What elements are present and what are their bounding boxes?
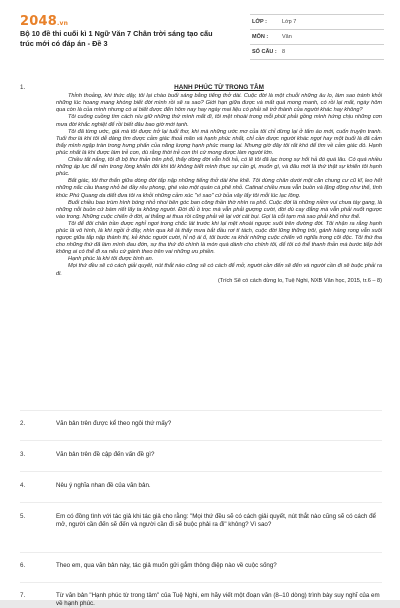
passage-paragraph: Chiều tất nắng, tôi đi bộ thư thản trên phố, thấy dòng đời vẫn hối hả, có lẽ tôi đã lạc trong sự hối hả đó quá lâu. Có quá nhiều những áp lực để nén trong lòng khiến đôi khi tôi không biết mình thực sự cần gì, muốn gì, và đâu mới là thứ thật sự khiến tôi hạnh phúc. xyxy=(56,157,382,178)
question-text: Từ văn bản "Hạnh phúc từ trong tâm" của Tuệ Nghi, em hãy viết một đoạn văn (8–10 dòng) trình bày suy nghĩ của em về hạnh phúc. xyxy=(56,592,380,608)
question-number: 3. xyxy=(20,451,26,458)
passage-source: (Trích Sẽ có cách đừng lo, Tuệ Nghi, NXB Văn học, 2015, tr.6 – 8) xyxy=(218,277,382,284)
document-title: Bộ 10 đề thi cuối kì 1 Ngữ Văn 7 Chân trời sáng tạo cấu trúc mới có đáp án - Đề 3 xyxy=(20,29,213,48)
question-text: Văn bản trên được kể theo ngôi thứ mấy? xyxy=(56,420,172,427)
passage-paragraph: Tôi đã từng ước, giá mà tôi được trở lại tuổi thơ, khi mà những ước mơ của tôi chỉ dừng lại ở tấm áo mới, cuốn truyện tranh. Tuổi thơ là khi tôi dễ dàng tìm được cảm giác thoả mãn và hạnh phúc nhất, chỉ cần được người khác ngợi hay một buổi là đã cảm thấy mình ngập tràn trong hưng phấn của năng lượng hạnh phúc mang lại. Nhưng giờ đây tôi rất khó để tìm về cảm giác đó. Hạnh phúc nhất là khi được làm trẻ con, dù rằng thời trẻ con thì cứ mong được làm người lớn. xyxy=(56,128,382,156)
question-number: 7. xyxy=(20,592,26,599)
question-text: Nêu ý nghĩa nhan đề của văn bản. xyxy=(56,482,151,489)
meta-row-class xyxy=(250,15,384,30)
meta-class-label: LỚP : xyxy=(252,19,267,25)
divider xyxy=(20,440,382,441)
meta-row-count xyxy=(250,45,384,60)
meta-subject-label: MÔN : xyxy=(252,34,269,40)
divider xyxy=(20,582,382,583)
meta-subject-value: Văn xyxy=(282,34,292,40)
question-text: Theo em, qua văn bản này, tác giả muốn gửi gắm thông điệp nào về cuộc sống? xyxy=(56,562,277,569)
passage-title: HẠNH PHÚC TỪ TRONG TÂM xyxy=(174,84,264,91)
question-number: 6. xyxy=(20,562,26,569)
question-number: 2. xyxy=(20,420,26,427)
passage-paragraph: Mọi thứ đều sẽ có cách giải quyết, nút thắt nào cũng sẽ có cách để mở, người cần đến sẽ đến và người cần đi sẽ buộc phải ra đi. xyxy=(56,263,382,277)
meta-count-label: SỐ CÂU : xyxy=(252,49,277,55)
meta-class-value: Lớp 7 xyxy=(282,19,297,25)
passage-paragraph: Hạnh phúc là khi tôi được bình an. xyxy=(68,256,154,263)
passage-paragraph: Buổi chiều bao trùm hình bóng nhỏ nhoi bên góc ban công thần thờ nhìn ra phố. Cuộc đời là những niềm vui chưa tày gang, là những nỗi buồn cứ bám riết lấy ta không người. Đời đủ ồ trọc mà vẫn phải gượng cười, đời dù cay đắng mà vẫn phải nuốt ngược vào trong. Những cuộc chiến ở đời, ai thắng ai thua rồi cũng phải về lại với cát bụi. Gọi là cỗi tạm mà sao phải khổ như thế. xyxy=(56,199,382,220)
question-text: Văn bản trên đề cập đến vấn đề gì? xyxy=(56,451,155,458)
logo-suffix: .vn xyxy=(56,20,69,27)
meta-count-value: 8 xyxy=(282,49,286,55)
question-number: 5. xyxy=(20,513,26,520)
divider xyxy=(20,552,382,553)
divider xyxy=(20,502,382,503)
divider xyxy=(20,471,382,472)
passage-paragraph: Bất giác, tôi thơ thẩn giữa dòng đời tấp nập những tiếng thở dài khe khẽ. Tôi dừng chân dưới một căn chung cư cũ kĩ, leo hết những nấc cầu thang nhỏ bé đầy rêu phong, ghé vào một quán cà phê nhỏ. Catinat chiều mưa vẫn buồn và lặng động như thế, tình khúc Phú Quang da diết đưa tôi ra khỏi những cảm xúc "vì sao" cứ bủa vây lấy tôi mỗi lúc lạc lõng. xyxy=(56,178,382,199)
question-number: 4. xyxy=(20,482,26,489)
meta-row-subject xyxy=(250,30,384,45)
question-text: Em có đồng tình với tác giả khi tác giả cho rằng: "Mọi thứ đều sẽ có cách giải quyết, nút thắt nào cũng sẽ có cách để mở, người cần đến sẽ đến và người cần đi sẽ buộc phải ra đi" không? Vì sao? xyxy=(56,513,376,529)
site-logo[interactable] xyxy=(20,14,68,29)
passage-paragraph: Thỉnh thoảng, khi thức dậy, tôi lại chào buổi sáng bằng tiếng thở dài. Cuộc đời là một chuỗi những âu lo, làm sao tránh khỏi những lúc hoang mang khóng biết đời mình rồi sẽ ra sao? Giới hạn giữa được và mất quá mong manh, có rồi lại mất, ngày hôm qua còn là của mình nhưng có ai biết được đến hôm nay hay ngày mai liệu có phải sẽ trở thành của người khác hay không? xyxy=(56,93,382,114)
logo-text: 2048 xyxy=(20,14,57,29)
meta-table xyxy=(250,14,384,60)
passage-paragraph: Tôi để đôi chân trần được nghỉ ngơi trong chốc lát trước khi lại mệt nhoài ngược xuôi trên đường đời. Tôi nhận ra rằng hạnh phúc là vô hình, là khi ngồi ở đây, nhìn qua kẽ lá thấy mưa bắt đầu rơi tí tách, cuộc đời lững thững trôi, gánh hàng rong vẫn xuôi ngược giữa tấp nập thành thị, kẻ khóc người cười, hỉ nộ ái ố, tôi bước ra khỏi những cuộc chiến vô nghĩa trong cõi độc. Tôi thứ tha cho những thứ đã làm mình đau đớn, sự tha thứ đó chính là món quà dành cho chính tôi, để tôi có thể thanh thản mà bước tiếp bởi không ai có thể đi xa nếu cứ gánh theo trên vai những ưu phiền. xyxy=(56,220,382,256)
divider xyxy=(20,410,382,411)
passage-paragraph: Tôi cuống cuồng tìm cách níu giữ những thứ mình mất đi, tôi mệt nhoài trong mỗi phút phải gồng mình hứng chịu những cơn mưa đời khắc nghiệt để rồi biết đâu bao giờ mới tạnh. xyxy=(56,114,382,128)
reading-passage xyxy=(56,84,382,285)
question-number: 1. xyxy=(20,84,26,91)
